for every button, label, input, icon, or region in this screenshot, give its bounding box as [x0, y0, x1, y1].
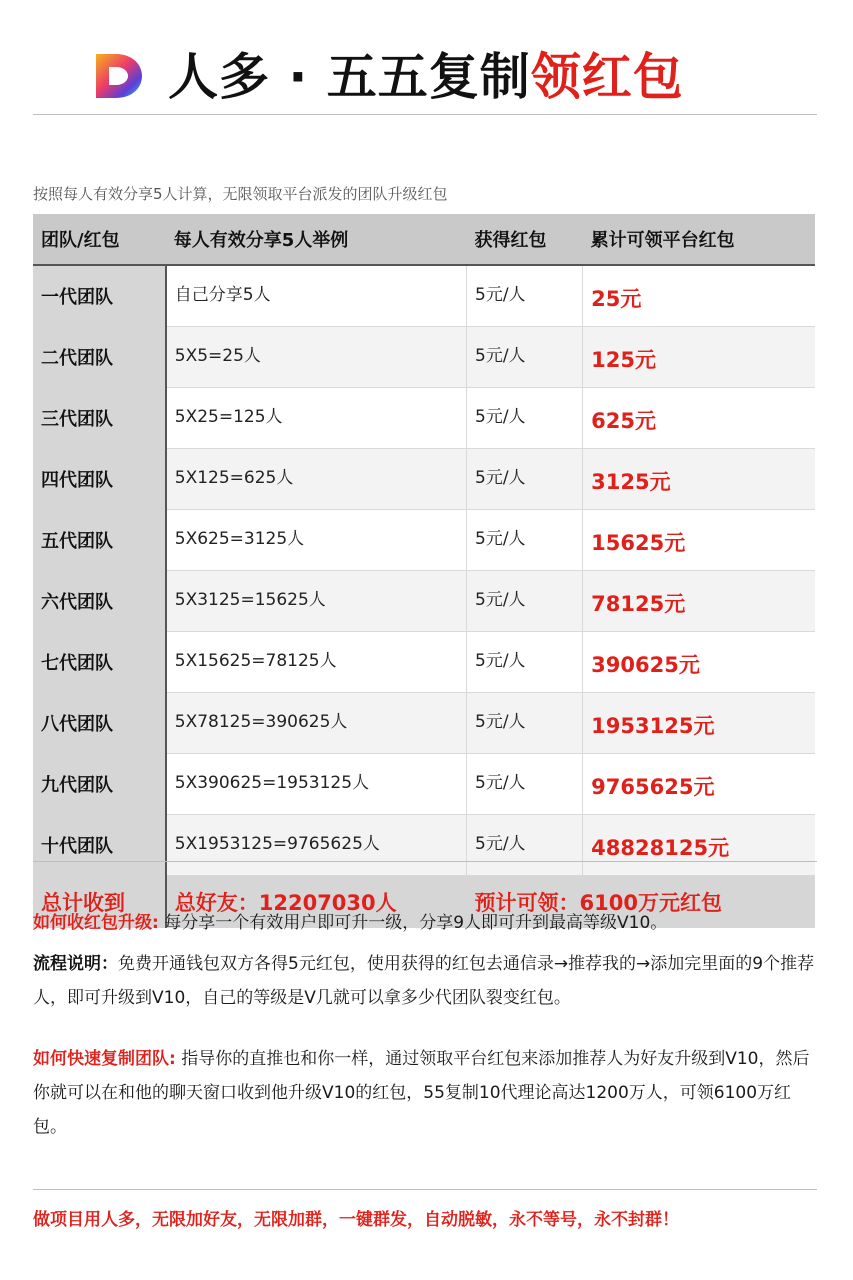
- page-title: [168, 48, 684, 106]
- table-row: [33, 693, 815, 754]
- example-cell: 5X125=625人: [166, 449, 467, 510]
- column-header: 每人有效分享5人举例: [166, 214, 467, 265]
- column-header: 累计可领平台红包: [583, 214, 815, 265]
- intro-text: 按照每人有效分享5人计算，无限领取平台派发的团队升级红包: [33, 185, 448, 203]
- total-cell: 9765625元: [583, 754, 815, 815]
- total-cell: 1953125元: [583, 693, 815, 754]
- per-cell: 5元/人: [467, 693, 583, 754]
- upgrade-section: [33, 906, 823, 940]
- total-cell: 15625元: [583, 510, 815, 571]
- table-row: [33, 388, 815, 449]
- team-cell: 三代团队: [33, 388, 166, 449]
- process-label: 流程说明：: [33, 954, 118, 974]
- header-divider: [33, 114, 817, 115]
- upgrade-label: 如何收红包升级:: [33, 913, 159, 933]
- team-cell: 六代团队: [33, 571, 166, 632]
- copy-label: 如何快速复制团队:: [33, 1049, 176, 1069]
- table-row: [33, 571, 815, 632]
- table-row: [33, 754, 815, 815]
- total-cell: 78125元: [583, 571, 815, 632]
- red-packet-table: [33, 214, 815, 928]
- team-cell: 二代团队: [33, 327, 166, 388]
- total-cell: 25元: [583, 265, 815, 327]
- team-cell: 四代团队: [33, 449, 166, 510]
- example-cell: 5X390625=1953125人: [166, 754, 467, 815]
- per-cell: 5元/人: [467, 265, 583, 327]
- per-cell: 5元/人: [467, 449, 583, 510]
- table-divider: [33, 861, 817, 862]
- table-row: [33, 327, 815, 388]
- table-row: [33, 265, 815, 327]
- table-row: [33, 510, 815, 571]
- per-cell: 5元/人: [467, 388, 583, 449]
- team-cell: 七代团队: [33, 632, 166, 693]
- example-cell: 5X25=125人: [166, 388, 467, 449]
- example-cell: 5X625=3125人: [166, 510, 467, 571]
- per-cell: 5元/人: [467, 571, 583, 632]
- table-header-row: [33, 214, 815, 265]
- table-row: [33, 449, 815, 510]
- header: [0, 40, 853, 112]
- team-cell: 九代团队: [33, 754, 166, 815]
- team-cell: 十代团队: [33, 815, 166, 876]
- summary-expected: 预计可领：6100万元红包: [467, 876, 815, 929]
- table-row: [33, 632, 815, 693]
- column-header: 团队/红包: [33, 214, 166, 265]
- total-cell: 390625元: [583, 632, 815, 693]
- per-cell: 5元/人: [467, 510, 583, 571]
- example-cell: 5X5=25人: [166, 327, 467, 388]
- footer-divider: [33, 1189, 817, 1190]
- per-cell: 5元/人: [467, 327, 583, 388]
- per-cell: 5元/人: [467, 632, 583, 693]
- footer-slogan: 做项目用人多，无限加好友，无限加群，一键群发，自动脱敏，永不等号，永不封群！: [33, 1210, 679, 1230]
- process-section: [33, 947, 823, 1015]
- upgrade-text: 每分享一个有效用户即可升一级，分享9人即可升到最高等级V10。: [158, 913, 668, 933]
- total-cell: 48828125元: [583, 815, 815, 876]
- title-main: 人多 · 五五复制: [168, 48, 531, 106]
- title-highlight: 领红包: [530, 48, 684, 106]
- summary-friends: 总好友：12207030人: [166, 876, 467, 929]
- team-cell: 八代团队: [33, 693, 166, 754]
- total-cell: 3125元: [583, 449, 815, 510]
- copy-text: 指导你的直推也和你一样，通过领取平台红包来添加推荐人为好友升级到V10，然后你就可以在和他的聊天窗口收到他升级V10的红包，55复制10代理论高达1200万人，可领6100万红包。: [33, 1049, 810, 1137]
- process-text: 免费开通钱包双方各得5元红包，使用获得的红包去通信录→推荐我的→添加完里面的9个推荐人，即可升级到V10，自己的等级是V几就可以拿多少代团队裂变红包。: [33, 954, 815, 1008]
- per-cell: 5元/人: [467, 754, 583, 815]
- column-header: 获得红包: [467, 214, 583, 265]
- total-cell: 125元: [583, 327, 815, 388]
- summary-label: 总计收到: [33, 876, 166, 929]
- copy-section: [33, 1042, 823, 1144]
- team-cell: 一代团队: [33, 265, 166, 327]
- table-row: [33, 815, 815, 876]
- d-logo-icon: [92, 50, 144, 102]
- example-cell: 5X1953125=9765625人: [166, 815, 467, 876]
- team-cell: 五代团队: [33, 510, 166, 571]
- example-cell: 5X15625=78125人: [166, 632, 467, 693]
- example-cell: 自己分享5人: [166, 265, 467, 327]
- total-cell: 625元: [583, 388, 815, 449]
- per-cell: 5元/人: [467, 815, 583, 876]
- example-cell: 5X3125=15625人: [166, 571, 467, 632]
- example-cell: 5X78125=390625人: [166, 693, 467, 754]
